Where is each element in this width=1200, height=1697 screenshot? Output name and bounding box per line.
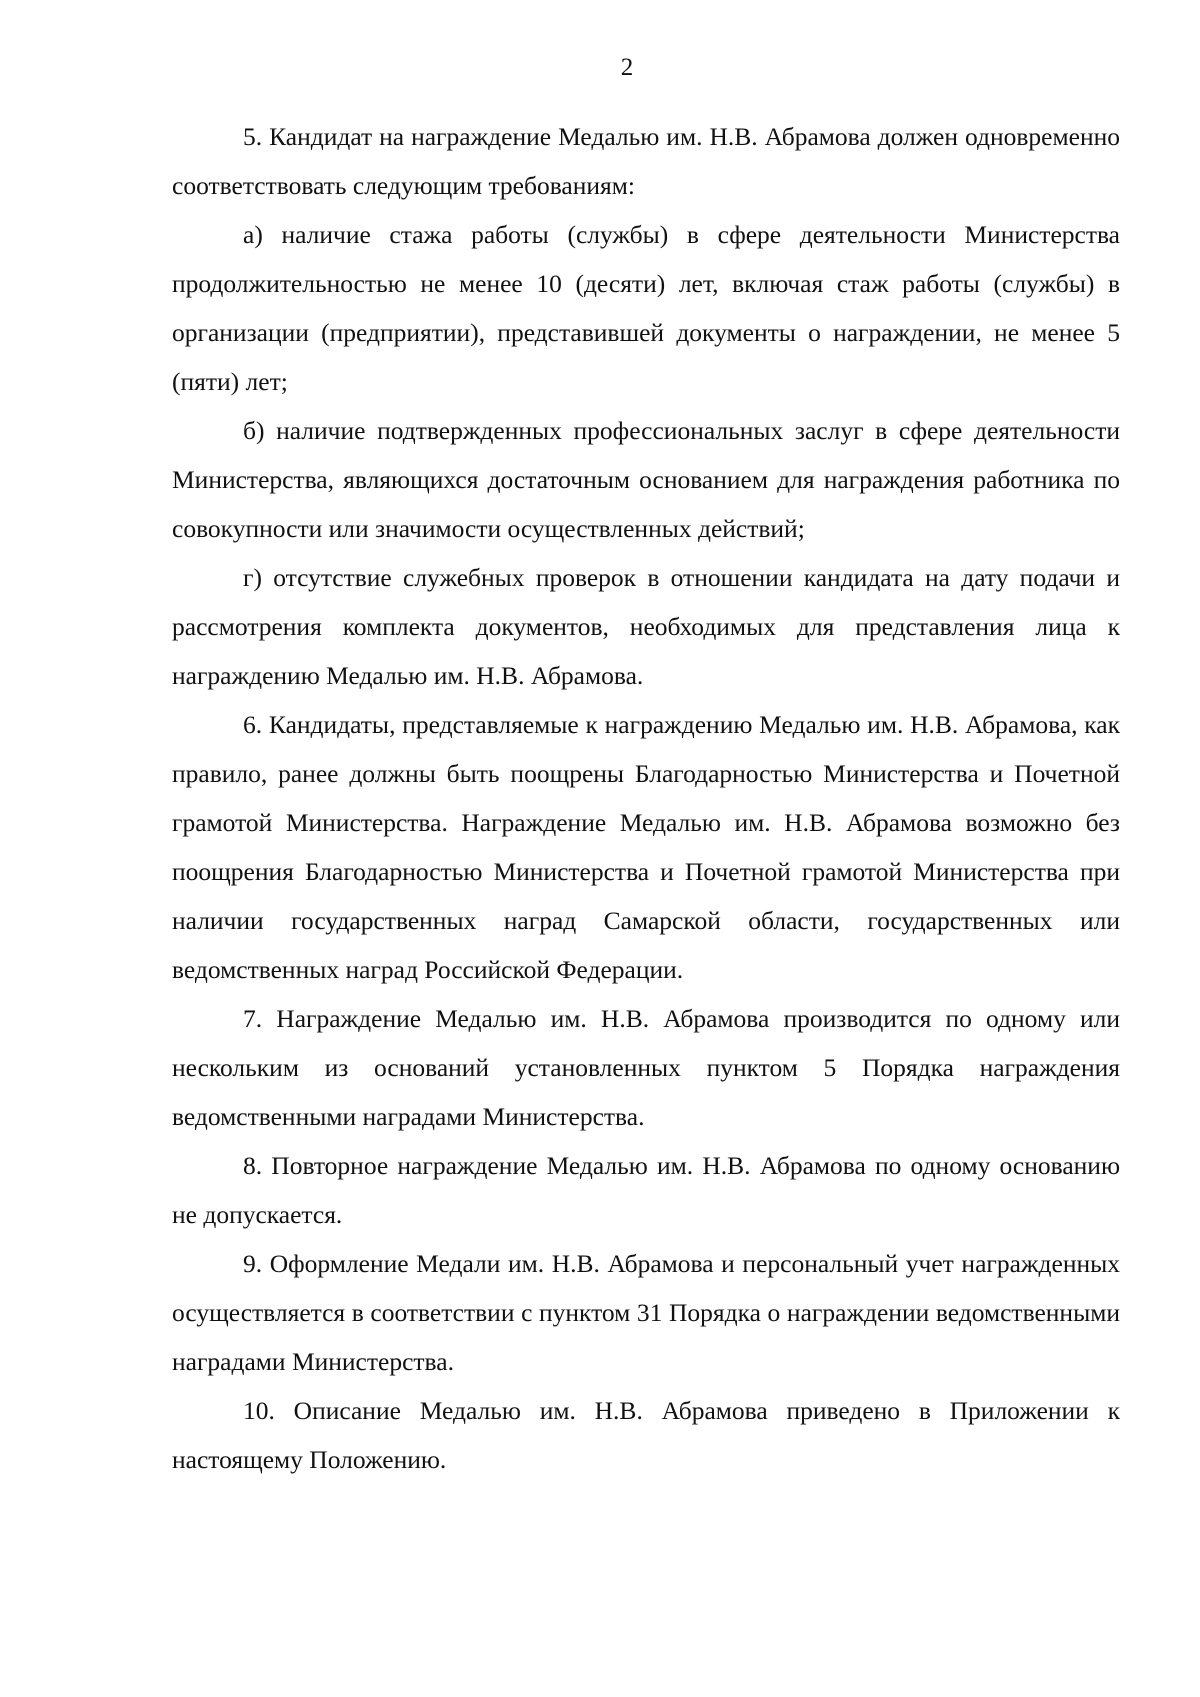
document-body: [172, 112, 1120, 1484]
paragraph-10: 10. Описание Медалью им. Н.В. Абрамова приведено в Приложении к настоящему Положению.: [172, 1396, 1120, 1474]
paragraph-8: 8. Повторное награждение Медалью им. Н.В. Абрамова по одному основанию не допускается.: [172, 1151, 1120, 1229]
paragraph-5b: б) наличие подтвержденных профессиональных заслуг в сфере деятельности Министерства, являющихся достаточным основанием для награждения работника по совокупности или значимости осуществленных действий;: [172, 416, 1120, 543]
paragraph-5g: г) отсутствие служебных проверок в отношении кандидата на дату подачи и рассмотрения комплекта документов, необходимых для представления лица к награждению Медалью им. Н.В. Абрамова.: [172, 563, 1120, 690]
paragraph-9: 9. Оформление Медали им. Н.В. Абрамова и персональный учет награжденных осуществляется в соответствии с пунктом 31 Порядка о награждении ведомственными наградами Министерства.: [172, 1249, 1120, 1376]
page-number: 2: [620, 54, 634, 81]
paragraph-6: 6. Кандидаты, представляемые к награждению Медалью им. Н.В. Абрамова, как правило, ранее должны быть поощрены Благодарностью Министерства и Почетной грамотой Министерства. Награждение Медалью им. Н.В. Абрамова возможно без поощрения Благодарностью Министерства и Почетной грамотой Министерства при наличии государственных наград Самарской области, государственных или ведомственных наград Российской Федерации.: [172, 710, 1120, 984]
paragraph-5a: а) наличие стажа работы (службы) в сфере деятельности Министерства продолжительностью не менее 10 (десяти) лет, включая стаж работы (службы) в организации (предприятии), представившей документы о награждении, не менее 5 (пяти) лет;: [172, 220, 1120, 396]
paragraph-7: 7. Награждение Медалью им. Н.В. Абрамова производится по одному или нескольким из оснований установленных пунктом 5 Порядка награждения ведомственными наградами Министерства.: [172, 1004, 1120, 1131]
paragraph-5: 5. Кандидат на награждение Медалью им. Н.В. Абрамова должен одновременно соответствовать следующим требованиям:: [172, 122, 1120, 200]
